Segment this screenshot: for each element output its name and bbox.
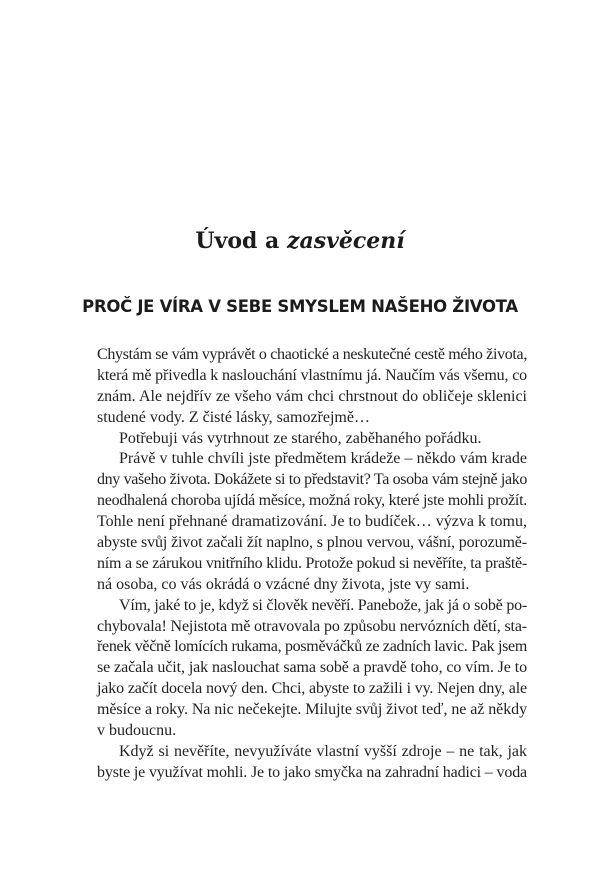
- text-line: chybovala! Nejistota mě otravovala po způsobu nervózních dětí, sta-: [97, 617, 527, 635]
- text-line: abyste svůj život začali žít naplno, s plnou vervou, vášní, porozumě-: [97, 534, 527, 552]
- text-line: se začala učit, jak naslouchat sama sobě a pravdě toho, co vím. Je to: [97, 659, 527, 677]
- text-line: Když si nevěříte, nevyužíváte vlastní vyšší zdroje – ne tak, jak: [119, 742, 527, 760]
- text-line: studené vody. Z čisté lásky, samozřejmě…: [97, 408, 370, 426]
- text-line: Chystám se vám vyprávět o chaotické a neskutečné cestě mého života,: [97, 346, 527, 363]
- text-line: Vím, jaké to je, když si člověk nevěří. Panebože, jak já o sobě po-: [119, 596, 527, 614]
- text-line: dny vašeho života. Dokážete si to představit? Ta osoba vám stejně jako: [97, 471, 528, 489]
- text-line: neodhalená choroba ujídá měsíce, možná roky, které jste mohli prožít.: [97, 492, 527, 510]
- text-line: v budoucnu.: [97, 722, 177, 740]
- text-line: ním a se zárukou vnitřního klidu. Protože pokud si nevěříte, ta praště-: [97, 554, 527, 572]
- text-line: řenek věčně lomících rukama, posměváčků ze zadních lavic. Pak jsem: [97, 638, 527, 656]
- text-line: znám. Ale nejdřív ze všeho vám chci chrstnout do obličeje sklenici: [97, 387, 527, 405]
- text-line: jako začít docela nový den. Chci, abyste to zažili i vy. Nejen dny, ale: [97, 680, 527, 698]
- text-line: měsíce a roky. Na nic nečekejte. Milujte svůj život teď, ne až někdy: [97, 701, 528, 719]
- body-text: [97, 345, 527, 784]
- text-line: byste je využívat mohli. Je to jako smyčka na zahradní hadici – voda: [97, 763, 527, 781]
- chapter-title: [0, 228, 600, 254]
- section-heading: PROČ JE VÍRA V SEBE SMYSLEM NAŠEHO ŽIVOTA: [82, 297, 518, 316]
- text-line: Potřebuji vás vytrhnout ze starého, zaběhaného pořádku.: [119, 429, 482, 447]
- chapter-title-italic: zasvěcení: [286, 228, 405, 254]
- text-line: ná osoba, co vás okrádá o vzácné dny života, jste vy sami.: [97, 575, 470, 593]
- chapter-title-regular: Úvod a: [195, 228, 287, 254]
- text-line: Tohle není přehnané dramatizování. Je to budíček… výzva k tomu,: [97, 513, 527, 531]
- text-line: která mě přivedla k naslouchání vlastnímu já. Naučím vás všemu, co: [97, 366, 528, 384]
- text-line: Právě v tuhle chvíli jste předmětem krádeže – někdo vám krade: [119, 450, 527, 468]
